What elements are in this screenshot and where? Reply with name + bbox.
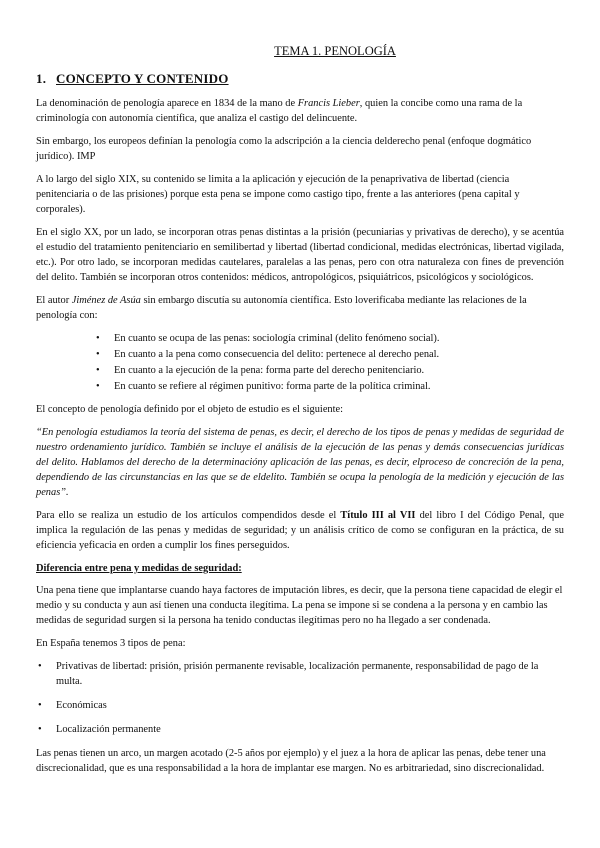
section-heading [36, 71, 564, 86]
paragraph-pena-vs-medidas: Una pena tiene que implantarse cuando haya factores de imputación libres, es decir, que la persona tiene capacidad de elegir el medio y su conducta y aun así tienen una conducta ilegítima. La pena se impone si se condena a la persona y en cambio las medidas de seguridad surgen si la persona ha tenido conductas ilegítimas pero no ha llegado a ser condenada. [36, 585, 563, 626]
relations-list [36, 331, 564, 394]
author-name: Francis Lieber [297, 98, 360, 109]
paragraph-text: La denominación de penología aparece en 1834 de la mano de [36, 98, 298, 109]
list-item: • En cuanto a la pena como consecuencia del delito: pertenece al derecho penal. [36, 347, 564, 362]
paragraph-discretion: Las penas tienen un arco, un margen acotado (2-5 años por ejemplo) y el juez a la hora de aplicar las penas, debe tener una discrecionalidad, que es una responsabilidad a la hora de implantar ese margen. No es arbitrariedad, sino discrecionalidad. [36, 748, 546, 774]
paragraph-europeans: Sin embargo, los europeos definían la penología como la adscripción a la ciencia delderecho penal (enfoque dogmático jurídico). IMP [36, 136, 532, 162]
list-item: • Localización permanente [36, 722, 564, 737]
paragraph-concept-intro: El concepto de penología definido por el objeto de estudio es el siguiente: [36, 404, 344, 415]
definition-quote: “En penología estudiamos la teoría del sistema de penas, es decir, el derecho de los tipos de penas y medidas de seguridad de nuestro ordenamiento jurídico. También se incluye el análisis de la ejecución de las penas y demás consecuencias jurídicas del delito. Hablamos del derecho de la determinacióny aplicación de las penas, es decir, elproceso de concreción de la pena, dependiendo de las circunstancias en las que se de eldelito. También se ocupa la penología de la medición y ejecución de las penas”. [36, 427, 564, 498]
paragraph-text: , quien la concibe como una rama de la criminología con autonomía científica, que analiza el castigo del delincuente. [36, 98, 523, 124]
subheading-difference: Diferencia entre pena y medidas de seguridad: [36, 563, 242, 574]
list-item: • En cuanto se ocupa de las penas: sociología criminal (delito fenómeno social). [36, 331, 564, 346]
list-item: • En cuanto se refiere al régimen punitivo: forma parte de la política criminal. [36, 379, 564, 394]
paragraph-xx-century: En el siglo XX, por un lado, se incorporan otras penas distintas a la prisión (pecuniarias y privativas de derecho), y se acentúa el estudio del tratamiento penitenciario en semilibertad y libertad (libertad condicional, medidas electrónicas, libertad vigilada, etc.). Por otro lado, se incorporan medidas cautelares, paralelas a las penas, pero con otra naturaleza con fines de prevención del delito. También se incorporan otros contenidos: médicos, antropológicos, psiquiátricos, psicológicos y sociológicos. [36, 227, 564, 283]
document-title: TEMA 1. PENOLOGÍA [274, 44, 396, 58]
paragraph-text: El autor [36, 295, 72, 306]
paragraph-text: Para ello se realiza un estudio de los artículos compendidos desde el [36, 510, 341, 521]
list-item: • Privativas de libertad: prisión, prisión permanente revisable, localización permanente, responsabilidad de pago de la multa. [36, 659, 564, 689]
paragraph-jimenez-asua [36, 293, 564, 323]
list-item: • En cuanto a la ejecución de la pena: forma parte del derecho penitenciario. [36, 363, 564, 378]
bold-reference: Título III al VII [340, 510, 416, 521]
paragraph-origin [36, 96, 564, 126]
section-title: CONCEPTO Y CONTENIDO [56, 71, 229, 86]
penalty-types-list [36, 659, 564, 737]
list-item: • Económicas [36, 698, 564, 713]
paragraph-articles [36, 508, 564, 553]
paragraph-xix-century: A lo largo del siglo XIX, su contenido se limita a la aplicación y ejecución de la penaprivativa de libertad (ciencia penitenciaria o de las prisiones) porque esta pena se impone como castigo tipo, frente a las anteriores (pena capital y corporales). [36, 174, 520, 215]
paragraph-spain-types: En España tenemos 3 tipos de pena: [36, 638, 186, 649]
paragraph-text: del libro I del Código Penal, que implica la regulación de las penas y medidas de seguridad; y un análisis crítico de como se configuran en la práctica, de su eficiencia yeficacia en orden a cumplir los fines perseguidos. [36, 510, 564, 551]
paragraph-text: sin embargo discutía su autonomía científica. Esto loverificaba mediante las relaciones de la penología con: [36, 295, 527, 321]
author-name: Jiménez de Asúa [71, 295, 141, 306]
section-number: 1. [36, 71, 47, 86]
